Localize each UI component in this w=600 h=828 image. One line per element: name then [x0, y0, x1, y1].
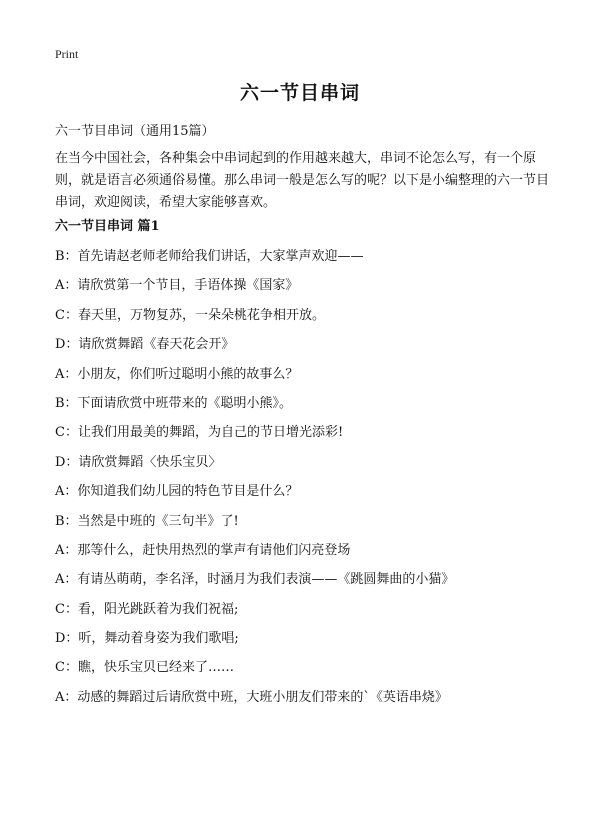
- dialogue-line: C：春天里，万物复苏，一朵朵桃花争相开放。: [55, 307, 325, 323]
- dialogue-line: D：听，舞动着身姿为我们歌唱;: [55, 631, 239, 647]
- dialogue-line: A：动感的舞蹈过后请欣赏中班，大班小朋友们带来的`《英语串烧》: [55, 689, 448, 705]
- dialogue-line: C：让我们用最美的舞蹈，为自己的节日增光添彩!: [55, 425, 344, 441]
- dialogue-line: B：首先请赵老师老师给我们讲话，大家掌声欢迎——: [55, 249, 364, 264]
- dialogue-line: A：小朋友，你们听过聪明小熊的故事么？: [55, 366, 299, 382]
- intro-paragraph: 在当今中国社会，各种集会中串词起到的作用越来越大，串词不论怎么写，有一个原则，就是语言必须通俗易懂。那么串词一般是怎么写的呢？以下是小编整理的六一节目串词，欢迎阅读，希望大家能够喜欢。: [55, 151, 550, 210]
- document-subtitle: 六一节目串词（通用15篇）: [55, 124, 215, 139]
- dialogue-line: A：请欣赏第一个节目，手语体操《国家》: [55, 278, 299, 294]
- dialogue-line: A：你知道我们幼儿园的特色节目是什么？: [55, 484, 299, 500]
- section-heading: 六一节目串词 篇1: [55, 219, 160, 234]
- print-label: Print: [55, 47, 79, 61]
- page-title: 六一节目串词: [239, 82, 360, 104]
- dialogue-line: B：下面请欣赏中班带来的《聪明小熊》。: [55, 395, 293, 411]
- dialogue-line: B：当然是中班的《三句半》了!: [55, 513, 239, 529]
- dialogue-line: C：瞧，快乐宝贝已经来了……: [55, 660, 234, 676]
- dialogue-list: [55, 248, 555, 718]
- dialogue-line: A：那等什么，赶快用热烈的掌声有请他们闪亮登场: [55, 542, 351, 558]
- dialogue-line: D：请欣赏舞蹈〈快乐宝贝〉: [55, 454, 222, 470]
- dialogue-line: C：看，阳光跳跃着为我们祝福;: [55, 601, 239, 617]
- dialogue-line: D：请欣赏舞蹈《春天花会开》: [55, 337, 235, 353]
- dialogue-line: A：有请丛萌萌，李名泽，时涵月为我们表演——《跳圆舞曲的小猫》: [55, 572, 455, 588]
